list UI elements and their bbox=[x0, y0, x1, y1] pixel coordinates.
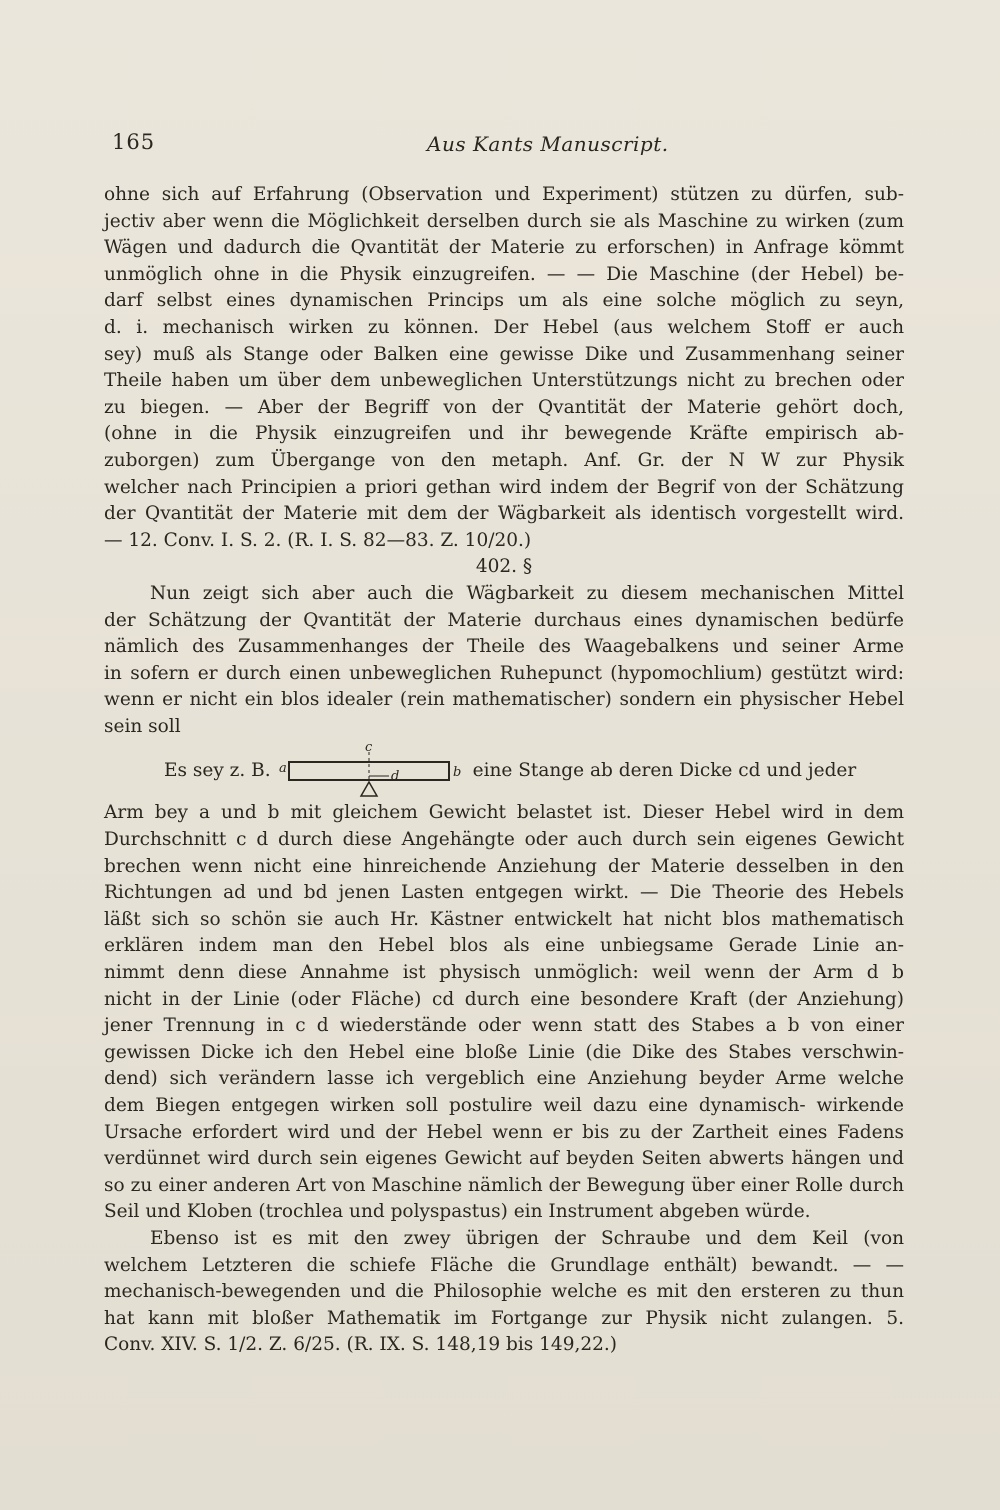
text-line: welchem Letzteren die schiefe Fläche die Grundlage enthält) bewandt. — — bbox=[104, 1254, 904, 1276]
text-line: unmöglich ohne in die Physik einzugreifen. — — Die Maschine (der Hebel) be- bbox=[104, 263, 904, 285]
text-line: so zu einer anderen Art von Maschine nämlich der Bewegung über einer Rolle durch bbox=[104, 1174, 904, 1196]
text-line: der Qvantität der Materie mit dem der Wägbarkeit als identisch vorgestellt wird. bbox=[104, 503, 904, 525]
text-line: nimmt denn diese Annahme ist physisch unmöglich: weil wenn der Arm d b bbox=[104, 962, 904, 984]
text-line: dend) sich verändern lasse ich vergeblich eine Anziehung beyder Arme welche bbox=[104, 1068, 904, 1090]
text-line: Ebenso ist es mit den zwey übrigen der Schraube und dem Keil (von bbox=[150, 1227, 904, 1249]
fulcrum-triangle bbox=[361, 782, 377, 796]
text-line: d. i. mechanisch wirken zu können. Der Hebel (aus welchem Stoff er auch bbox=[104, 316, 904, 338]
text-line: zuborgen) zum Übergange von den metaph. Anf. Gr. der N W zur Physik bbox=[104, 449, 904, 471]
text-line: gewissen Dicke ich den Hebel eine bloße Linie (die Dike des Stabes verschwin- bbox=[104, 1041, 904, 1063]
text-line: Theile haben um über dem unbeweglichen Unterstützungs nicht zu brechen oder bbox=[104, 370, 904, 392]
text-line: Richtungen ad und bd jenen Lasten entgegen wirkt. — Die Theorie des Hebels bbox=[104, 882, 904, 904]
paragraph-4 bbox=[104, 1226, 904, 1359]
text-line: nämlich des Zusammenhanges der Theile des Waagebalkens und seiner Arme bbox=[104, 636, 904, 658]
text-line: sey) muß als Stange oder Balken eine gewisse Dike und Zusammenhang seiner bbox=[104, 343, 904, 365]
lever-diagram bbox=[277, 742, 467, 798]
lever-label-d: d bbox=[390, 769, 399, 785]
body-text bbox=[104, 182, 904, 1359]
text-line: Arm bey a und b mit gleichem Gewicht belastet ist. Dieser Hebel wird in dem bbox=[104, 802, 904, 824]
text-line: (ohne in die Physik einzugreifen und ihr bewegende Kräfte empirisch ab- bbox=[104, 423, 904, 445]
diagram-trail-text: eine Stange ab deren Dicke cd und jeder bbox=[472, 759, 857, 781]
section-heading: 402. § bbox=[475, 556, 533, 578]
text-line: läßt sich so schön sie auch Hr. Kästner entwickelt hat nicht blos mathematisch bbox=[104, 908, 904, 930]
text-line: erklären indem man den Hebel blos als eine unbiegsame Gerade Linie an- bbox=[104, 935, 904, 957]
text-line: zu biegen. — Aber der Begriff von der Qvantität der Materie gehört doch, bbox=[104, 396, 904, 418]
text-line: dem Biegen entgegen wirken soll postulire weil dazu eine dynamisch- wirkende bbox=[104, 1095, 904, 1116]
text-line: der Schätzung der Qvantität der Materie durchaus eines dynamischen bedürfe bbox=[104, 609, 904, 631]
text-line: mechanisch-bewegenden und die Philosophie welche es mit den ersteren zu thun bbox=[104, 1281, 904, 1303]
text-line: wenn er nicht ein blos idealer (rein mathematischer) sondern ein physischer Hebel bbox=[104, 689, 904, 711]
text-line: verdünnet wird durch sein eigenes Gewicht auf beyden Seiten abwerts hängen und bbox=[104, 1148, 904, 1170]
text-line: Ursache erfordert wird und der Hebel wenn er bis zu der Zartheit eines Fadens bbox=[104, 1121, 904, 1143]
lever-diagram-line bbox=[104, 740, 904, 800]
lever-label-c: c bbox=[364, 742, 372, 756]
text-line: ohne sich auf Erfahrung (Observation und Experiment) stützen zu dürfen, sub- bbox=[104, 184, 904, 205]
text-line: Durchschnitt c d durch diese Angehängte oder auch durch sein eigenes Gewicht bbox=[104, 829, 904, 851]
text-line: nicht in der Linie (oder Fläche) cd durch eine besondere Kraft (der Anziehung) bbox=[104, 988, 904, 1010]
text-line: Wägen und dadurch die Qvantität der Materie zu erforschen) in Anfrage kömmt bbox=[104, 237, 904, 259]
text-line: brechen wenn nicht eine hinreichende Anziehung der Materie desselben in den bbox=[104, 855, 904, 877]
paragraph-3 bbox=[104, 800, 904, 1226]
diagram-lead-text: Es sey z. B. bbox=[164, 759, 271, 781]
text-line: darf selbst eines dynamischen Princips um als eine solche möglich zu seyn, bbox=[104, 290, 904, 312]
page-number: 165 bbox=[112, 130, 156, 154]
citation-line: — 12. Conv. I. S. 2. (R. I. S. 82—83. Z. 10/20.) bbox=[104, 529, 532, 551]
lever-label-b: b bbox=[452, 765, 461, 781]
text-line: Seil und Kloben (trochlea und polyspastus) ein Instrument abgeben würde. bbox=[104, 1201, 811, 1223]
lever-label-a: a bbox=[278, 761, 287, 777]
text-line: jener Trennung in c d wiederstände oder wenn statt des Stabes a b von einer bbox=[104, 1015, 904, 1037]
text-line: jectiv aber wenn die Möglichkeit derselben durch sie als Maschine zu wirken (zum bbox=[104, 210, 904, 232]
text-line: Nun zeigt sich aber auch die Wägbarkeit zu diesem mechanischen Mittel bbox=[150, 582, 904, 604]
paragraph-2 bbox=[104, 581, 904, 741]
text-line: sein soll bbox=[104, 715, 181, 737]
paragraph-1 bbox=[104, 182, 904, 554]
text-line: in sofern er durch einen unbeweglichen Ruhepunct (hypomochlium) gestützt wird: bbox=[104, 662, 904, 684]
citation-line: Conv. XIV. S. 1/2. Z. 6/25. (R. IX. S. 148,19 bis 149,22.) bbox=[104, 1334, 617, 1356]
text-line: hat kann mit bloßer Mathematik im Fortgange zur Physik nicht zulangen. 5. bbox=[104, 1307, 904, 1329]
text-line: welcher nach Principien a priori gethan wird indem der Begrif von der Schätzung bbox=[104, 476, 904, 498]
running-head bbox=[112, 130, 912, 160]
running-title: Aus Kants Manuscript. bbox=[427, 132, 669, 156]
